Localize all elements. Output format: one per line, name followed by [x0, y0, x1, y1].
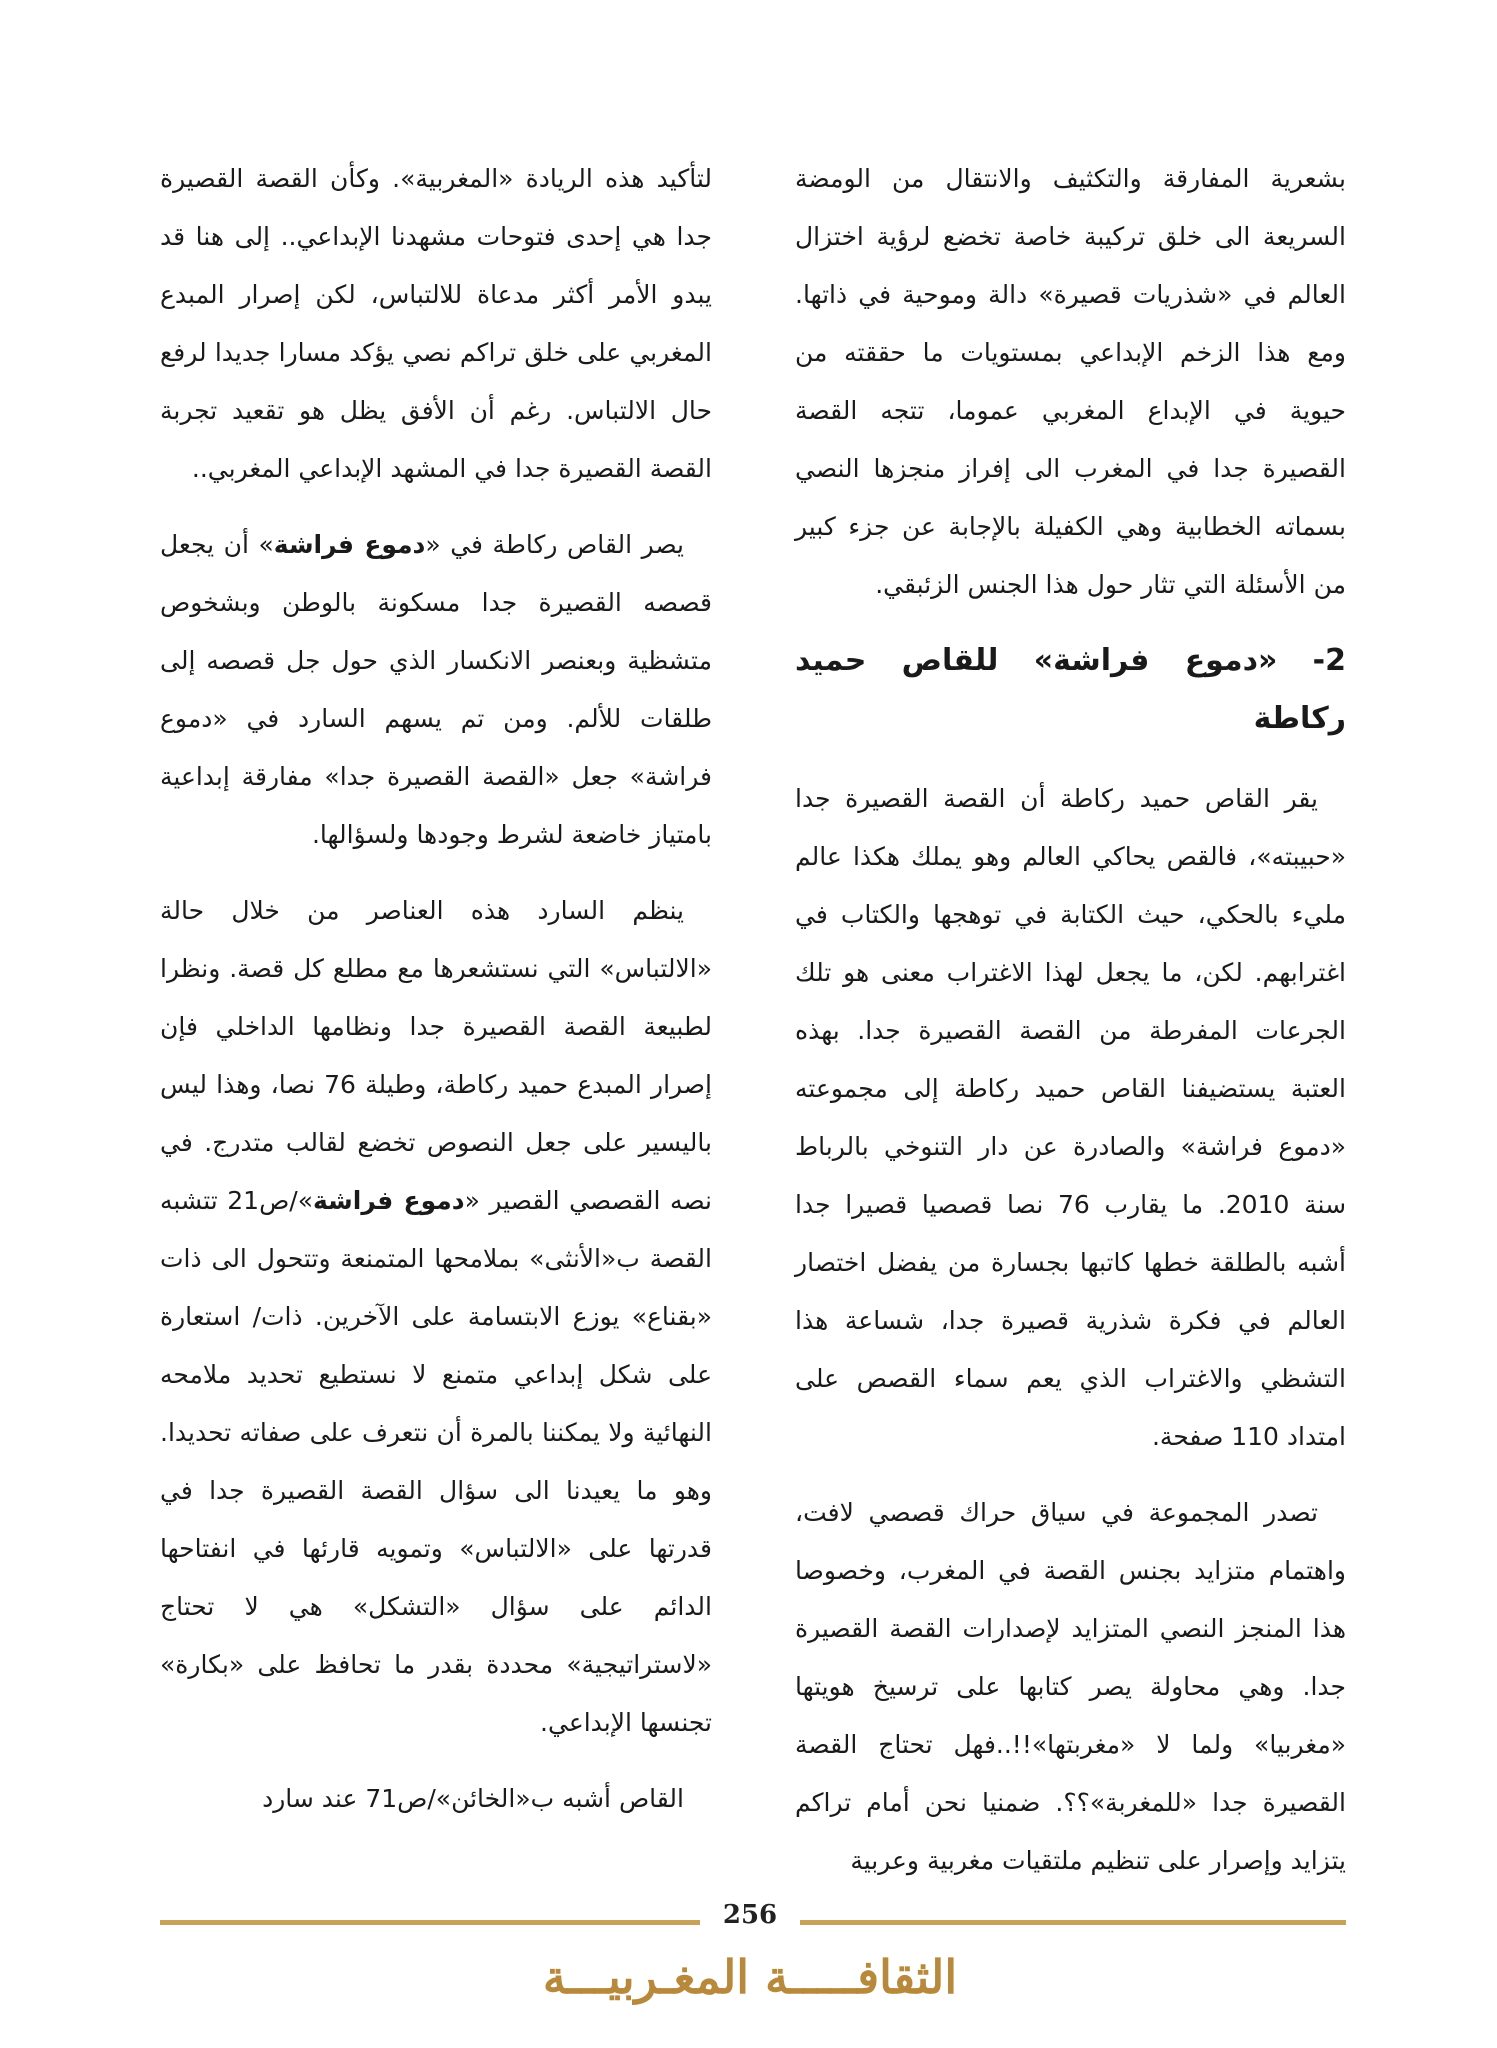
paragraph: بشعرية المفارقة والتكثيف والانتقال من الومضة السريعة الى خلق تركيبة خاصة تخضع لرؤية اختزال العالم في «شذريات قصيرة» دالة وموحية في ذاتها. ومع هذا الزخم الإبداعي بمستويات ما حققته من حيوية في الإبداع المغربي عموما، تتجه القصة القصيرة جدا في المغرب الى إفراز منجزها النصي بسماته الخطابية وهي الكفيلة بالإجابة عن جزء كبير من الأسئلة التي تثار حول هذا الجنس الزئبقي.: [795, 164, 1346, 599]
footer-rule-right: [800, 1920, 1346, 1925]
paragraph: [160, 516, 712, 864]
section-heading: 2- «دموع فراشة» للقاص حميد ركاطة: [795, 643, 1346, 736]
text-run: ينظم السارد هذه العناصر من خلال حالة «الالتباس» التي نستشعرها مع مطلع كل قصة. ونظرا لطبيعة القصة القصيرة جدا ونظامها الداخلي فإن إصرار المبدع حميد ركاطة، وطيلة 76 نصا، وهذا ليس باليسير على جعل النصوص تخضع لقالب متدرج. في نصه القصصي القصير «: [160, 896, 713, 1215]
left-column: [160, 150, 712, 1846]
text-run: » أن يجعل قصصه القصيرة جدا مسكونة بالوطن وبشخوص متشظية وبعنصر الانكسار الذي حول جل قصصه إلى طلقات للألم. ومن تم يسهم السارد في «دموع فراشة» جعل «القصة القصيرة جدا» مفارقة إبداعية بامتياز خاضعة لشرط وجودها ولسؤالها.: [160, 530, 712, 849]
page-number: 256: [722, 1900, 778, 1930]
book-title: دموع فراشة: [273, 530, 426, 559]
paragraph: لتأكيد هذه الريادة «المغربية». وكأن القصة القصيرة جدا هي إحدى فتوحات مشهدنا الإبداعي.. إلى هنا قد يبدو الأمر أكثر مدعاة للالتباس، لكن إصرار المبدع المغربي على خلق تراكم نصي يؤكد مسارا جديدا لرفع حال الالتباس. رغم أن الأفق يظل هو تقعيد تجربة القصة القصيرة جدا في المشهد الإبداعي المغربي..: [160, 164, 712, 483]
paragraph: القاص أشبه ب«الخائن»/ص71 عند سارد: [262, 1784, 684, 1813]
paragraph: يقر القاص حميد ركاطة أن القصة القصيرة جدا «حبيبته»، فالقص يحاكي العالم وهو يملك هكذا عالم مليء بالحكي، حيث الكتابة في توهجها والكتاب في اغترابهم. لكن، ما يجعل لهذا الاغتراب معنى هو تلك الجرعات المفرطة من القصة القصيرة جدا. بهذه العتبة يستضيفنا القاص حميد ركاطة إلى مجموعته «دموع فراشة» والصادرة عن دار التنوخي بالرباط سنة 2010. ما يقارب 76 نصا قصصيا قصيرا جدا أشبه بالطلقة خطها كاتبها بجسارة من يفضل اختصار العالم في فكرة شذرية قصيرة جدا، شساعة هذا التشظي والاغتراب الذي يعم سماء القصص على امتداد 110 صفحة.: [795, 784, 1347, 1451]
text-run: »/ص21 تتشبه القصة ب«الأنثى» بملامحها المتمنعة وتتحول الى ذات «بقناع» يوزع الابتسامة على الآخرين. ذات/ استعارة على شكل إبداعي متمنع لا نستطيع تحديد ملامحه النهائية ولا يمكننا بالمرة أن نتعرف على صفاته تحديدا. وهو ما يعيدنا الى سؤال القصة القصيرة جدا في قدرتها على «الالتباس» وتمويه قارئها في انفتاحها الدائم على سؤال «التشكل» هي لا تحتاج «لاستراتيجية» محددة بقدر ما تحافظ على «بكارة» تجنسها الإبداعي.: [160, 1186, 712, 1737]
right-column: [795, 150, 1346, 1908]
paragraph: تصدر المجموعة في سياق حراك قصصي لافت، واهتمام متزايد بجنس القصة في المغرب، وخصوصا هذا المنجز النصي المتزايد لإصدارات القصة القصيرة جدا. وهي محاولة يصر كتابها على ترسيخ هويتها «مغربيا» ولما لا «مغربتها»!!..فهل تحتاج القصة القصيرة جدا «للمغربة»؟؟. ضمنيا نحن أمام تراكم يتزايد وإصرار على تنظيم ملتقيات مغربية وعربية: [795, 1498, 1346, 1875]
paragraph: [160, 882, 712, 1752]
text-run: يصر القاص ركاطة في «: [425, 530, 684, 559]
magazine-title: الثقافـــــة المغـربيـــة: [542, 1950, 958, 2004]
book-title: دموع فراشة: [313, 1186, 465, 1215]
footer-rule-left: [160, 1920, 700, 1925]
